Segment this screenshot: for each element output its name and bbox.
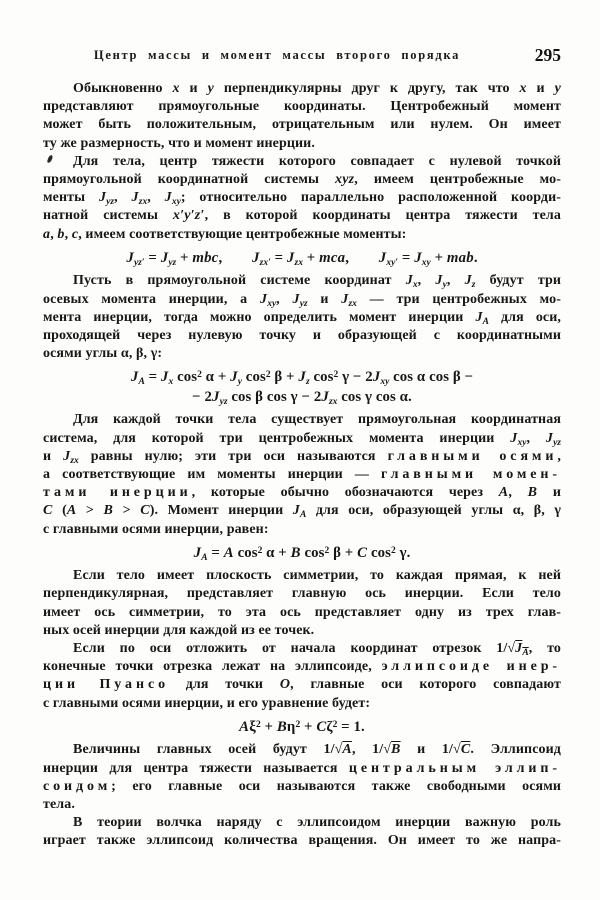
text-line: а соответствующие им моменты инерции — главными момен- xyxy=(43,466,562,482)
page-body xyxy=(43,80,561,851)
text-line: осевых момента инерции, а $J_{xy}$, $J_{yz}$ и $J_{zx}$ — три центробежных мо- xyxy=(43,291,561,309)
text-line: Пусть в прямоугольной системе координат $J_x$, $J_y$, $J_z$ будут три xyxy=(73,273,562,291)
text-line: и $J_{zx}$ равны нулю; эти три оси называются главными осями, xyxy=(43,448,561,466)
text-line: прямоугольной координатной системы xyz, имеем центробежные мо- xyxy=(43,172,561,188)
paragraph xyxy=(43,80,561,153)
text-line: Если по оси отложить от начала координат отрезок $1/√J_A$, то xyxy=(73,641,561,659)
text-line: система, для которой три центробежных момента инерции $J_{xy}$, $J_{yz}$ xyxy=(43,430,562,448)
text-line: ных осей инерции для каждой из ее точек. xyxy=(43,622,315,638)
text-line: перпендикулярная, представляет главную ось инерции. Если тело xyxy=(43,586,561,602)
display-formula xyxy=(43,368,561,407)
formula-line: $J_A = J_x$ $\cos^2 \alpha + J_y$ $\cos^2 \beta + J_z$ $\cos^2 \gamma - 2J_{xy}$ cos α cos β − xyxy=(130,369,474,388)
paragraph xyxy=(43,814,561,850)
text-line: конечные точки отрезка лежат на эллипсоиде, эллипсоиде инер- xyxy=(43,659,561,675)
display-formula xyxy=(43,249,561,269)
text-line: мента инерции, тогда можно определить момент инерции $J_A$ для оси, xyxy=(43,309,561,327)
display-formula xyxy=(43,544,561,564)
text-line: инерции для центра тяжести называется центральным эллип- xyxy=(43,760,561,776)
text-line: тела. xyxy=(43,797,75,812)
paragraph xyxy=(43,272,561,363)
running-title: Центр массы и момент массы второго порядка xyxy=(93,48,461,62)
text-line: натной системы x′y′z′, в которой координаты центра тяжести тела xyxy=(43,208,561,224)
text-line: менты $J_{yz}$, $J_{zx}$, $J_{xy}$; относительно параллельно расположенной коорди- xyxy=(43,190,562,208)
text-line: осями углы α, β, γ: xyxy=(43,346,163,362)
formula-line: $J_{yz'} = J_{yz}$ + mbc, $J_{zx'} = J_{zx}$ + mca, $J_{xy'} = J_{xy}$ + mab. xyxy=(126,249,478,268)
text-line: ту же размерность, что и момент инерции. xyxy=(43,135,315,151)
paragraph xyxy=(43,640,561,713)
display-formula xyxy=(43,718,561,738)
text-line: В теории волчка наряду с эллипсоидом инерции важную роль xyxy=(73,815,561,831)
text-line: ции Пуансо для точки O, главные оси которого совпадают xyxy=(43,677,561,693)
text-line: проходящей через нулевую точку и образующей с координатными xyxy=(43,327,561,343)
text-line: Если тело имеет плоскость симметрии, то каждая прямая, к ней xyxy=(73,568,561,584)
paragraph xyxy=(43,153,561,244)
text-line: Обыкновенно x и y перпендикулярны друг к другу, так что x и y xyxy=(73,81,561,96)
text-line: тами инерции, которые обычно обозначаются через A, B и xyxy=(43,485,561,501)
text-line: a, b, c, имеем соответствующие центробежные моменты: xyxy=(43,226,407,242)
text-line: соидом; его главные оси называются также свободными осями xyxy=(43,778,561,794)
text-line: представляют прямоугольные координаты. Центробежный момент xyxy=(43,99,561,115)
text-line: Величины главных осей будут 1/√A, 1/√B и 1/√C. Эллипсоид xyxy=(73,742,561,758)
text-line: может быть положительным, отрицательным или нулем. Он имеет xyxy=(43,117,561,133)
text-line: с главными осями инерции, равен: xyxy=(43,521,269,537)
paragraph xyxy=(43,567,561,640)
text-line: C (A > B > C). Момент инерции $J_A$ для оси, образующей углы α, β, γ xyxy=(43,503,561,521)
text-line: Для каждой точки тела существует прямоугольная координатная xyxy=(73,412,561,428)
formula-line: $A\xi^2 + B\eta^2 + C\zeta^2 = 1$. xyxy=(239,718,365,735)
text-line: имеет ось симметрии, то эта ось представляет одну из трех глав- xyxy=(43,604,561,620)
formula-line: − $2J_{yz}$ cos β $\cos \gamma - 2J_{zx}$ cos γ cos α. xyxy=(192,388,412,407)
page-number: 295 xyxy=(534,45,561,65)
formula-line: $J_A = A$ $\cos^2 \alpha + B$ $\cos^2 \beta + C$ $\cos^2 \gamma$. xyxy=(193,544,411,563)
running-header xyxy=(43,45,561,65)
text-line: Для тела, центр тяжести которого совпадает с нулевой точкой xyxy=(73,153,561,169)
paragraph xyxy=(43,741,561,814)
paragraph xyxy=(43,411,561,538)
text-line: играет также эллипсоид количества вращения. Он имеет то же напра- xyxy=(43,833,561,849)
text-line: с главными осями инерции, и его уравнение будет: xyxy=(43,695,371,711)
